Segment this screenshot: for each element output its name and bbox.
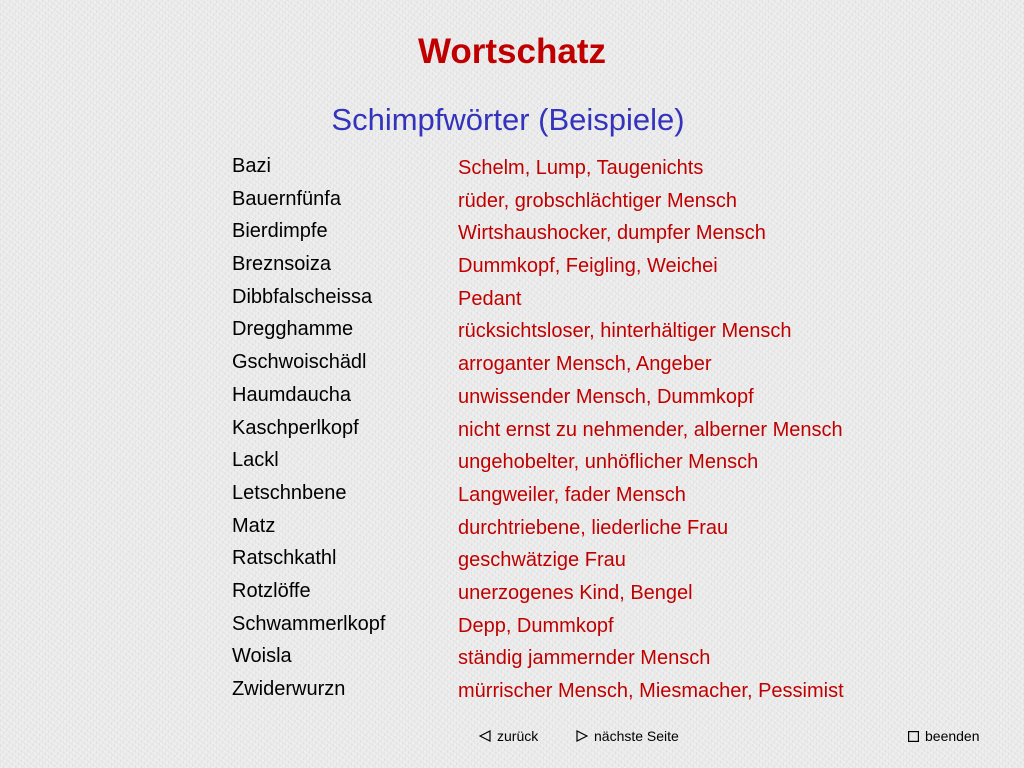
vocab-meaning: nicht ernst zu nehmender, alberner Mensch	[458, 418, 843, 441]
vocab-meaning: ungehobelter, unhöflicher Mensch	[458, 451, 759, 474]
vocab-term: Schwammerlkopf	[232, 612, 386, 635]
vocab-term: Letschnbene	[232, 481, 347, 504]
vocab-meaning: unerzogenes Kind, Bengel	[458, 581, 693, 604]
vocab-term: Breznsoiza	[232, 253, 331, 276]
vocab-meaning: Pedant	[458, 287, 522, 310]
square-icon	[908, 731, 919, 742]
vocab-term: Rotzlöffe	[232, 579, 311, 602]
end-button[interactable]	[908, 728, 980, 744]
vocab-meaning: ständig jammernder Mensch	[458, 647, 711, 670]
vocab-term: Lackl	[232, 449, 279, 472]
vocab-term: Haumdaucha	[232, 383, 351, 406]
vocab-term: Zwiderwurzn	[232, 678, 346, 700]
vocab-meaning: Langweiler, fader Mensch	[458, 483, 686, 506]
vocab-meaning: durchtriebene, liederliche Frau	[458, 516, 729, 539]
vocab-term: Bierdimpfe	[232, 220, 328, 243]
back-label: zurück	[497, 728, 539, 744]
vocab-meaning: Wirtshaushocker, dumpfer Mensch	[458, 222, 766, 245]
vocab-term: Ratschkathl	[232, 547, 337, 570]
vocab-meaning: geschwätzige Frau	[458, 549, 626, 572]
back-button[interactable]	[479, 728, 538, 744]
end-label: beenden	[925, 728, 980, 744]
vocab-meaning: Schelm, Lump, Taugenichts	[458, 157, 704, 179]
triangle-left-icon	[479, 730, 491, 742]
vocab-meaning: arroganter Mensch, Angeber	[458, 353, 712, 376]
vocab-meaning: Dummkopf, Feigling, Weichei	[458, 255, 718, 278]
vocab-meaning: mürrischer Mensch, Miesmacher, Pessimist	[458, 680, 844, 702]
vocab-term: Woisla	[232, 645, 292, 668]
vocab-meaning: unwissender Mensch, Dummkopf	[458, 385, 754, 408]
vocab-term: Bauernfünfa	[232, 187, 341, 210]
triangle-right-icon	[576, 730, 588, 742]
vocab-term: Matz	[232, 514, 276, 537]
vocab-meaning: Depp, Dummkopf	[458, 614, 614, 637]
vocab-meaning: rüder, grobschlächtiger Mensch	[458, 189, 738, 212]
vocab-term: Bazi	[232, 155, 271, 177]
term-list	[232, 152, 442, 708]
meaning-list	[458, 154, 978, 710]
vocab-term: Dibbfalscheissa	[232, 285, 373, 308]
vocab-meaning: rücksichtsloser, hinterhältiger Mensch	[458, 320, 792, 343]
vocab-term: Gschwoischädl	[232, 351, 367, 374]
page-subtitle: Schimpfwörter (Beispiele)	[331, 102, 685, 137]
page-title: Wortschatz	[418, 32, 606, 71]
vocab-term: Kaschperlkopf	[232, 416, 359, 439]
next-page-button[interactable]	[576, 728, 679, 744]
next-page-label: nächste Seite	[594, 728, 679, 744]
vocab-term: Dregghamme	[232, 318, 354, 341]
